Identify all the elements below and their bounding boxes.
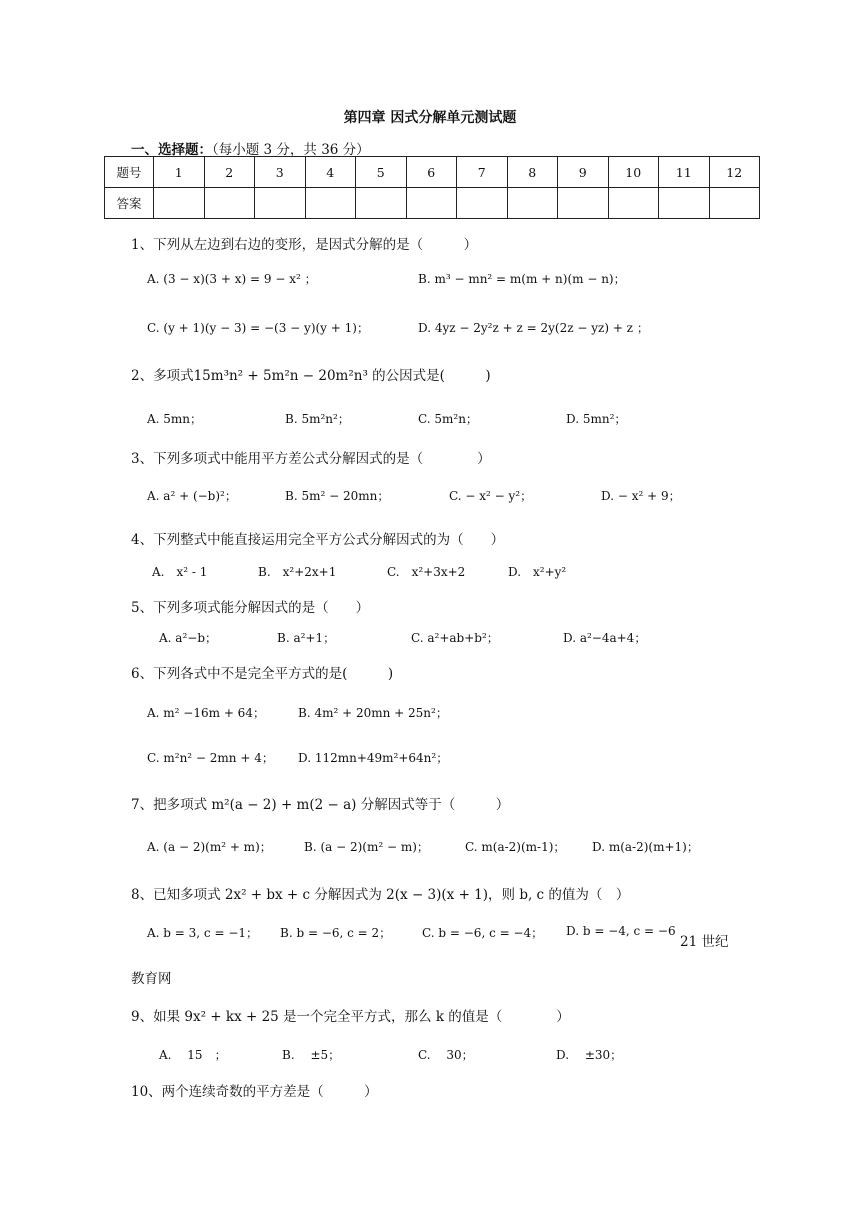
option-c: C. a²+ab+b²；: [411, 631, 499, 645]
section-label: 一、选择题：: [131, 142, 212, 158]
number-cell: 4: [305, 157, 356, 188]
answer-cell[interactable]: [457, 188, 508, 219]
number-cell: 11: [659, 157, 710, 188]
option-b: B. 4m² + 20mn + 25n²；: [298, 706, 448, 720]
option-d: D. a²−4a+4；: [563, 631, 647, 645]
option-a: A. a² + (−b)²；: [147, 489, 237, 503]
option-b: B. m³ − mn² = m(m + n)(m − n)；: [418, 272, 626, 286]
option-b: B. b = −6, c = 2；: [280, 926, 392, 940]
option-d: D. 112mn+49m²+64n²；: [298, 751, 449, 765]
header-cell: 题号: [105, 157, 154, 188]
question-stem: 7、把多项式 m²(a − 2) + m(2 − a) 分解因式等于（ ）: [131, 797, 510, 813]
option-a: A. x² - 1: [152, 565, 208, 579]
option-a: A. b = 3, c = −1；: [147, 926, 259, 940]
page-title: 第四章 因式分解单元测试题: [343, 110, 517, 126]
option-d: D. 5mn²；: [566, 412, 627, 426]
question-stem: 5、下列多项式能分解因式的是（ ）: [131, 600, 370, 616]
answer-cell[interactable]: [305, 188, 356, 219]
option-b: B. x²+2x+1: [258, 565, 337, 579]
option-a: A. m² −16m + 64；: [147, 706, 265, 720]
answer-cell[interactable]: [255, 188, 306, 219]
answer-cell[interactable]: [558, 188, 609, 219]
answer-label-cell: 答案: [105, 188, 154, 219]
option-c: C. (y + 1)(y − 3) = −(3 − y)(y + 1)；: [147, 321, 369, 335]
option-c: C. − x² − y²；: [449, 489, 533, 503]
number-cell: 3: [255, 157, 306, 188]
number-cell: 1: [154, 157, 205, 188]
question-stem: 4、下列整式中能直接运用完全平方公式分解因式的为（ ）: [131, 532, 505, 548]
question-stem: 2、多项式15m³n² + 5m²n − 20m²n³ 的公因式是( ): [131, 368, 491, 384]
watermark-tail: 21 世纪: [680, 934, 729, 950]
option-b: B. a²+1；: [277, 631, 336, 645]
answer-cell[interactable]: [709, 188, 760, 219]
option-a: A. (a − 2)(m² + m)；: [147, 840, 272, 854]
option-d: D. x²+y²: [508, 565, 567, 579]
option-a: A. 5mn；: [147, 412, 203, 426]
option-d: D. ±30；: [556, 1048, 623, 1062]
section-heading: [131, 138, 370, 158]
table-row-numbers: [105, 157, 760, 188]
table-row-answers: [105, 188, 760, 219]
answer-cell[interactable]: [356, 188, 407, 219]
option-d: D. m(a-2)(m+1)；: [592, 840, 699, 854]
option-b: B. (a − 2)(m² − m)；: [304, 840, 429, 854]
option-a: A. 15 ；: [159, 1048, 227, 1062]
option-c: C. 30；: [418, 1048, 474, 1062]
number-cell: 6: [406, 157, 457, 188]
watermark-continuation: 教育网: [131, 971, 172, 987]
option-d: D. − x² + 9；: [601, 489, 681, 503]
number-cell: 5: [356, 157, 407, 188]
number-cell: 7: [457, 157, 508, 188]
option-b: B. ±5；: [282, 1048, 341, 1062]
number-cell: 8: [507, 157, 558, 188]
option-c: C. m²n² − 2mn + 4；: [147, 751, 274, 765]
number-cell: 2: [204, 157, 255, 188]
answer-cell[interactable]: [406, 188, 457, 219]
number-cell: 9: [558, 157, 609, 188]
question-stem: 3、下列多项式中能用平方差公式分解因式的是（ ）: [131, 451, 491, 467]
question-stem: 9、如果 9x² + kx + 25 是一个完全平方式，那么 k 的值是（ ）: [131, 1009, 570, 1025]
option-a: A. a²−b；: [159, 631, 217, 645]
question-stem: 6、下列各式中不是完全平方式的是( ): [131, 666, 394, 682]
section-note: （每小题 3 分，共 36 分）: [212, 142, 370, 158]
answer-cell[interactable]: [659, 188, 710, 219]
option-c: C. b = −6, c = −4；: [422, 926, 544, 940]
question-stem: 1、下列从左边到右边的变形，是因式分解的是（ ）: [131, 237, 478, 253]
answer-cell[interactable]: [154, 188, 205, 219]
option-c: C. 5m²n；: [418, 412, 478, 426]
question-stem: 10、两个连续奇数的平方差是（ ）: [131, 1084, 378, 1100]
answer-table: [104, 156, 760, 219]
option-b: B. 5m²n²；: [285, 412, 350, 426]
option-b: B. 5m² − 20mn；: [285, 489, 390, 503]
option-c: C. m(a-2)(m-1)；: [465, 840, 566, 854]
number-cell: 10: [608, 157, 659, 188]
option-c: C. x²+3x+2: [387, 565, 466, 579]
option-d: D. b = −4, c = −6: [566, 924, 676, 938]
option-d: D. 4yz − 2y²z + z = 2y(2z − yz) + z ；: [418, 321, 649, 335]
answer-cell[interactable]: [204, 188, 255, 219]
number-cell: 12: [709, 157, 760, 188]
question-stem: 8、已知多项式 2x² + bx + c 分解因式为 2(x − 3)(x + 1)，则 b, c 的值为（ ）: [131, 887, 630, 903]
answer-cell[interactable]: [507, 188, 558, 219]
option-a: A. (3 − x)(3 + x) = 9 − x² ；: [147, 272, 317, 286]
answer-cell[interactable]: [608, 188, 659, 219]
